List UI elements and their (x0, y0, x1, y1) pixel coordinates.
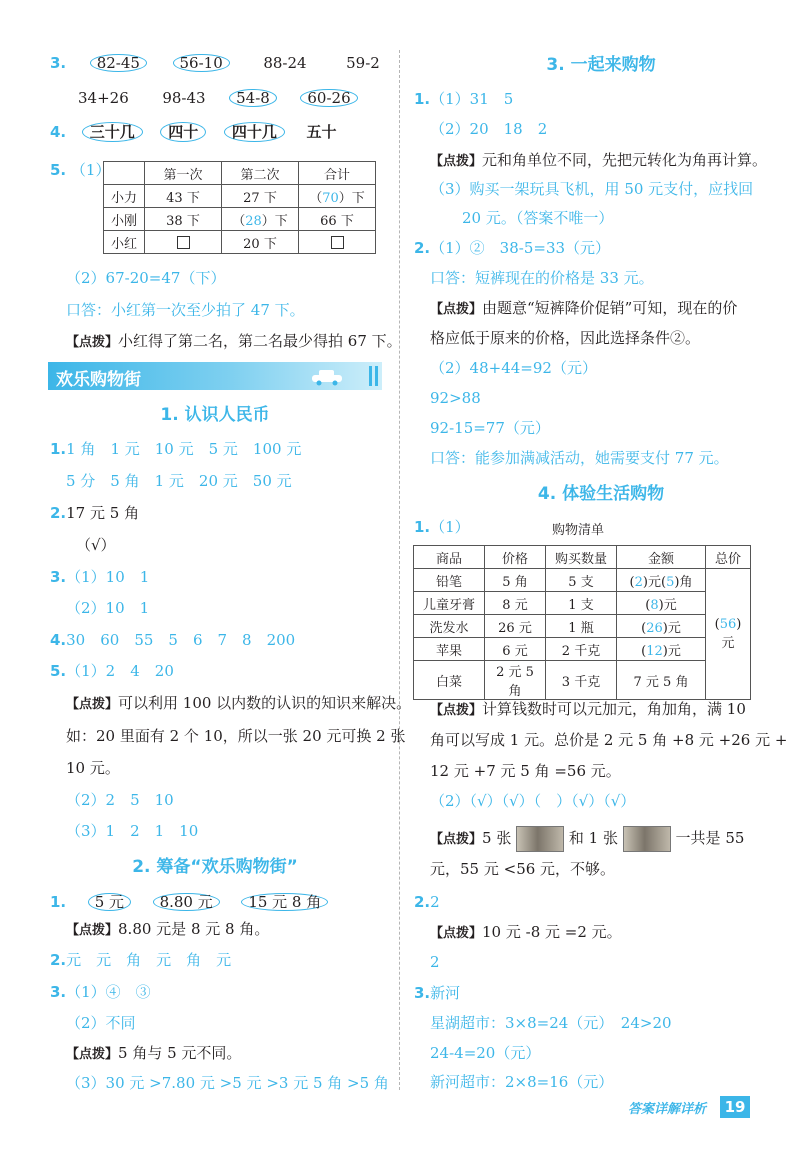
hint-text: 8.80 元是 8 元 8 角。 (118, 920, 270, 938)
answer: 新河 (430, 984, 461, 1002)
table-cell: 2 千克 (546, 638, 617, 661)
table-cell: 26 元 (485, 615, 546, 638)
table-cell (299, 185, 376, 208)
table-header-row (104, 162, 376, 185)
q-number: 1. (414, 90, 431, 108)
s2q1 (50, 892, 328, 912)
r-q2 (414, 238, 610, 258)
answer: 五十 (306, 123, 337, 141)
q3-row1 (50, 53, 380, 73)
answer: （1）④ ③ (66, 983, 151, 1001)
expression: 88-24 (263, 54, 307, 72)
paren: ）下 (261, 213, 288, 229)
s2q3-line3: （3）30 元 >7.80 元 >5 元 >3 元 5 角 >5 角 (66, 1074, 389, 1092)
table-row (414, 592, 751, 615)
band-bars (366, 366, 378, 390)
page-footer (628, 1096, 750, 1118)
hint-text: 可以利用 100 以内数的认识的知识来解决。 (118, 694, 412, 712)
table-cell: 43 下 (145, 185, 222, 208)
q-number: 5. (50, 662, 67, 680)
section-band (48, 362, 382, 390)
table-cell: 2 元 5 角 (485, 661, 546, 700)
q-number: 3. (50, 54, 67, 72)
s1q5-hint (66, 693, 411, 715)
table-cell: 铅笔 (414, 569, 485, 592)
table-cell: (26)元 (617, 615, 706, 638)
banknote-10-yuan-icon (516, 826, 564, 852)
table-cell: 8 元 (485, 592, 546, 615)
table-row (414, 569, 751, 592)
table-row (104, 208, 376, 231)
unit: 角 (679, 574, 693, 590)
table-cell: 小力 (104, 185, 145, 208)
table-cell: 苹果 (414, 638, 485, 661)
s4q3-line3: 24-4=20（元） (430, 1044, 541, 1062)
r-q2-hint2: 格应低于原来的价格，因此选择条件②。 (430, 329, 701, 347)
filled-answer: 8 (650, 597, 659, 613)
filled-answer: 70 (322, 190, 339, 206)
filled-answer: 56 (719, 617, 737, 632)
r-q2-line4: 92-15=77（元） (430, 419, 550, 437)
answer: （1）2 4 20 (66, 662, 174, 680)
table-cell: 第二次 (222, 162, 299, 185)
paren: ）下 (338, 190, 365, 206)
hint-text: 元和角单位不同，先把元转化为角再计算。 (482, 151, 768, 169)
s2q3 (50, 982, 151, 1002)
record-table (103, 161, 376, 254)
hint-text: 10 元 -8 元 =2 元。 (482, 923, 622, 941)
table-cell: 合计 (299, 162, 376, 185)
table-cell: 27 下 (222, 185, 299, 208)
answer: （1）10 1 (66, 568, 150, 586)
banknote-5-yuan-icon (623, 826, 671, 852)
q-number: 3. (50, 983, 67, 1001)
hint-label: 【点拨】 (430, 302, 483, 317)
hint-label: 【点拨】 (66, 697, 119, 712)
s1q1-line2: 5 分 5 角 1 元 20 元 50 元 (66, 472, 292, 490)
s4q3-line2: 星湖超市：3×8=24（元） 24>20 (430, 1014, 672, 1032)
list-title: 购物清单 (552, 523, 605, 538)
answer: 2 (430, 893, 440, 911)
hint-text: 计算钱数时可以元加元，角加角，满 10 (482, 700, 746, 718)
answer: 17 元 5 角 (66, 504, 140, 522)
table-cell (299, 231, 376, 254)
q-number: 2. (414, 893, 431, 911)
s4q1-hint3: 12 元 +7 元 5 角 =56 元。 (430, 762, 621, 780)
filled-answer: 12 (646, 643, 663, 659)
circled-expression: 54-8 (229, 89, 277, 107)
expression: 98-43 (162, 89, 206, 107)
q5-sub2: （2）67-20=47（下） (66, 269, 226, 287)
hint-text: 和 1 张 (568, 829, 618, 847)
page-number: 19 (720, 1096, 750, 1118)
s2q3-hint (66, 1043, 241, 1065)
table-cell: 5 支 (546, 569, 617, 592)
unit: 元 (663, 597, 677, 613)
hint-label: 【点拨】 (430, 832, 483, 847)
q5-hint (66, 331, 402, 353)
s4q2-line2: 2 (430, 953, 440, 971)
blank-square-icon (177, 236, 190, 249)
s1q5-hint3: 10 元。 (66, 759, 120, 777)
blank-square-icon (331, 236, 344, 249)
table-row (414, 615, 751, 638)
s1q3 (50, 567, 149, 587)
q-number: 4. (50, 123, 67, 141)
s4q1-hint2: 角可以写成 1 元。总价是 2 元 5 角 +8 元 +26 元 + (430, 731, 788, 749)
s4q1-hint-money (430, 826, 744, 852)
answer: 30 60 55 5 6 7 8 200 (66, 631, 296, 649)
filled-answer: 26 (646, 620, 663, 636)
table-cell (222, 208, 299, 231)
s4q1-line2: （2）（√）（√）（ ）（√）（√） (430, 792, 636, 810)
s4q1-label (414, 517, 470, 537)
expression: 34+26 (78, 89, 129, 107)
table-cell (145, 231, 222, 254)
table-cell: (2)元(5)角 (617, 569, 706, 592)
hint-label: 【点拨】 (66, 335, 119, 350)
paren: （ (309, 190, 323, 206)
answer: （1）31 5 (430, 90, 514, 108)
unit: 元 (667, 620, 681, 636)
sub-number: （1） (70, 161, 111, 179)
table-cell: 小刚 (104, 208, 145, 231)
s4q3-line4: 新河超市：2×8=16（元） (430, 1073, 614, 1091)
circled-answer: 四十 (160, 122, 206, 142)
s4q2-hint (430, 922, 622, 944)
s1q5-line3: （3）1 2 1 10 (66, 822, 199, 840)
filled-answer: 28 (245, 213, 262, 229)
circled-expression: 60-26 (300, 89, 357, 107)
table-row (414, 638, 751, 661)
r-q1-line3: （3）购买一架玩具飞机，用 50 元支付，应找回 (430, 180, 754, 198)
q5-answer: 口答：小红第一次至少拍了 47 下。 (66, 301, 305, 319)
hint-text: 一共是 55 (675, 829, 745, 847)
q-number: 1. (50, 440, 67, 458)
section-title: 4. 体验生活购物 (537, 484, 665, 504)
q3-row2 (78, 88, 358, 108)
footer-label: 答案详解详析 (628, 1102, 707, 1117)
q-number: 2. (50, 504, 67, 522)
table-cell: 儿童牙膏 (414, 592, 485, 615)
car-icon (310, 368, 346, 386)
table-row (414, 661, 751, 700)
s1q2-line2: （√） (76, 536, 116, 554)
section-title: 2. 筹备“欢乐购物街” (132, 857, 298, 877)
table-cell: (12)元 (617, 638, 706, 661)
s1q5-hint2: 如：20 里面有 2 个 10，所以一张 20 元可换 2 张 (66, 727, 406, 745)
q-number: 2. (414, 239, 431, 257)
r-q1-hint (430, 150, 767, 172)
table-cell: 20 下 (222, 231, 299, 254)
table-row (104, 231, 376, 254)
filled-answer: 2 (634, 574, 643, 590)
q5-label (50, 160, 110, 180)
table-cell: 价格 (485, 546, 546, 569)
circled-answer: 四十几 (224, 122, 285, 142)
r-q1-line4: 20 元。（答案不唯一） (462, 209, 614, 227)
table-cell: (56)元 (706, 569, 751, 700)
hint-label: 【点拨】 (430, 154, 483, 169)
circled-answer: 15 元 8 角 (241, 893, 328, 911)
band-title: 欢乐购物街 (56, 370, 141, 390)
hint-text: 由题意“短裤降价促销”可知，现在的价 (482, 299, 738, 317)
unit: 元 (667, 643, 681, 659)
shopping-list-table (413, 545, 751, 700)
table-cell: 1 支 (546, 592, 617, 615)
circled-answer: 8.80 元 (153, 893, 220, 911)
hint-label: 【点拨】 (66, 1047, 119, 1062)
q-number: 3. (414, 984, 431, 1002)
hint-text: 5 张 (482, 829, 512, 847)
expression: 59-2 (346, 54, 380, 72)
table-cell: 总价 (706, 546, 751, 569)
table-cell: 洗发水 (414, 615, 485, 638)
r-q2-line2: （2）48+44=92（元） (430, 359, 597, 377)
circled-answer: 5 元 (88, 893, 131, 911)
r-q2-line3: 92>88 (430, 389, 481, 407)
circled-expression: 82-45 (90, 54, 147, 72)
table-cell (104, 162, 145, 185)
unit: 元 (647, 574, 661, 590)
r-q2-answer: 口答：短裤现在的价格是 33 元。 (430, 269, 654, 287)
q-number: 3. (50, 568, 67, 586)
s1q5 (50, 661, 174, 681)
section-title: 1. 认识人民币 (160, 405, 270, 425)
hint-text: 小红得了第二名，第二名最少得拍 67 下。 (118, 332, 402, 350)
s1q4 (50, 630, 295, 650)
circled-expression: 56-10 (173, 54, 230, 72)
table-cell: (8)元 (617, 592, 706, 615)
table-row (104, 185, 376, 208)
section-title: 3. 一起来购物 (546, 55, 656, 75)
filled-answer: 5 (666, 574, 675, 590)
table-cell: 金额 (617, 546, 706, 569)
hint-label: 【点拨】 (430, 703, 483, 718)
table-header-row (414, 546, 751, 569)
q-number: 1. (50, 893, 67, 911)
table-cell: 3 千克 (546, 661, 617, 700)
table-cell: 1 瓶 (546, 615, 617, 638)
hint-label: 【点拨】 (66, 923, 119, 938)
q-number: 4. (50, 631, 67, 649)
hint-label: 【点拨】 (430, 926, 483, 941)
table-cell: 购买数量 (546, 546, 617, 569)
table-cell: 7 元 5 角 (617, 661, 706, 700)
s4q1-hint-money2: 元，55 元 <56 元，不够。 (430, 860, 616, 878)
s4q1-hint (430, 699, 746, 721)
table-cell: 白菜 (414, 661, 485, 700)
column-divider (399, 50, 400, 1090)
hint-text: 5 角与 5 元不同。 (118, 1044, 242, 1062)
table-cell: 5 角 (485, 569, 546, 592)
table-cell: 小红 (104, 231, 145, 254)
table-cell: 66 下 (299, 208, 376, 231)
q-number: 2. (50, 951, 67, 969)
circled-answer: 三十几 (82, 122, 143, 142)
answer: 元 元 角 元 角 元 (66, 951, 232, 969)
s2q2 (50, 950, 231, 970)
q4-row (50, 122, 336, 142)
s4q3 (414, 983, 460, 1003)
answer: （1）② 38-5=33（元） (430, 239, 611, 257)
r-q2-hint (430, 298, 737, 320)
q-number: 1. (414, 518, 431, 536)
s2q3-line2: （2）不同 (66, 1014, 136, 1032)
r-q2-answer2: 口答：能参加满减活动，她需要支付 77 元。 (430, 449, 729, 467)
paren: （ (232, 213, 246, 229)
s1q3-line2: （2）10 1 (66, 599, 150, 617)
unit: 元 (721, 636, 735, 651)
r-q1 (414, 89, 513, 109)
r-q1-line2: （2）20 18 2 (430, 120, 548, 138)
s2q1-hint (66, 919, 269, 941)
s4q2 (414, 892, 440, 912)
table-cell: 38 下 (145, 208, 222, 231)
table-cell: 6 元 (485, 638, 546, 661)
s1q2 (50, 503, 139, 523)
sub-number: （1） (430, 518, 470, 536)
s1q5-line2: （2）2 5 10 (66, 791, 174, 809)
table-cell: 第一次 (145, 162, 222, 185)
answer: 1 角 1 元 10 元 5 元 100 元 (66, 440, 302, 458)
q-number: 5. (50, 161, 67, 179)
table-cell: 商品 (414, 546, 485, 569)
s1q1 (50, 439, 301, 459)
